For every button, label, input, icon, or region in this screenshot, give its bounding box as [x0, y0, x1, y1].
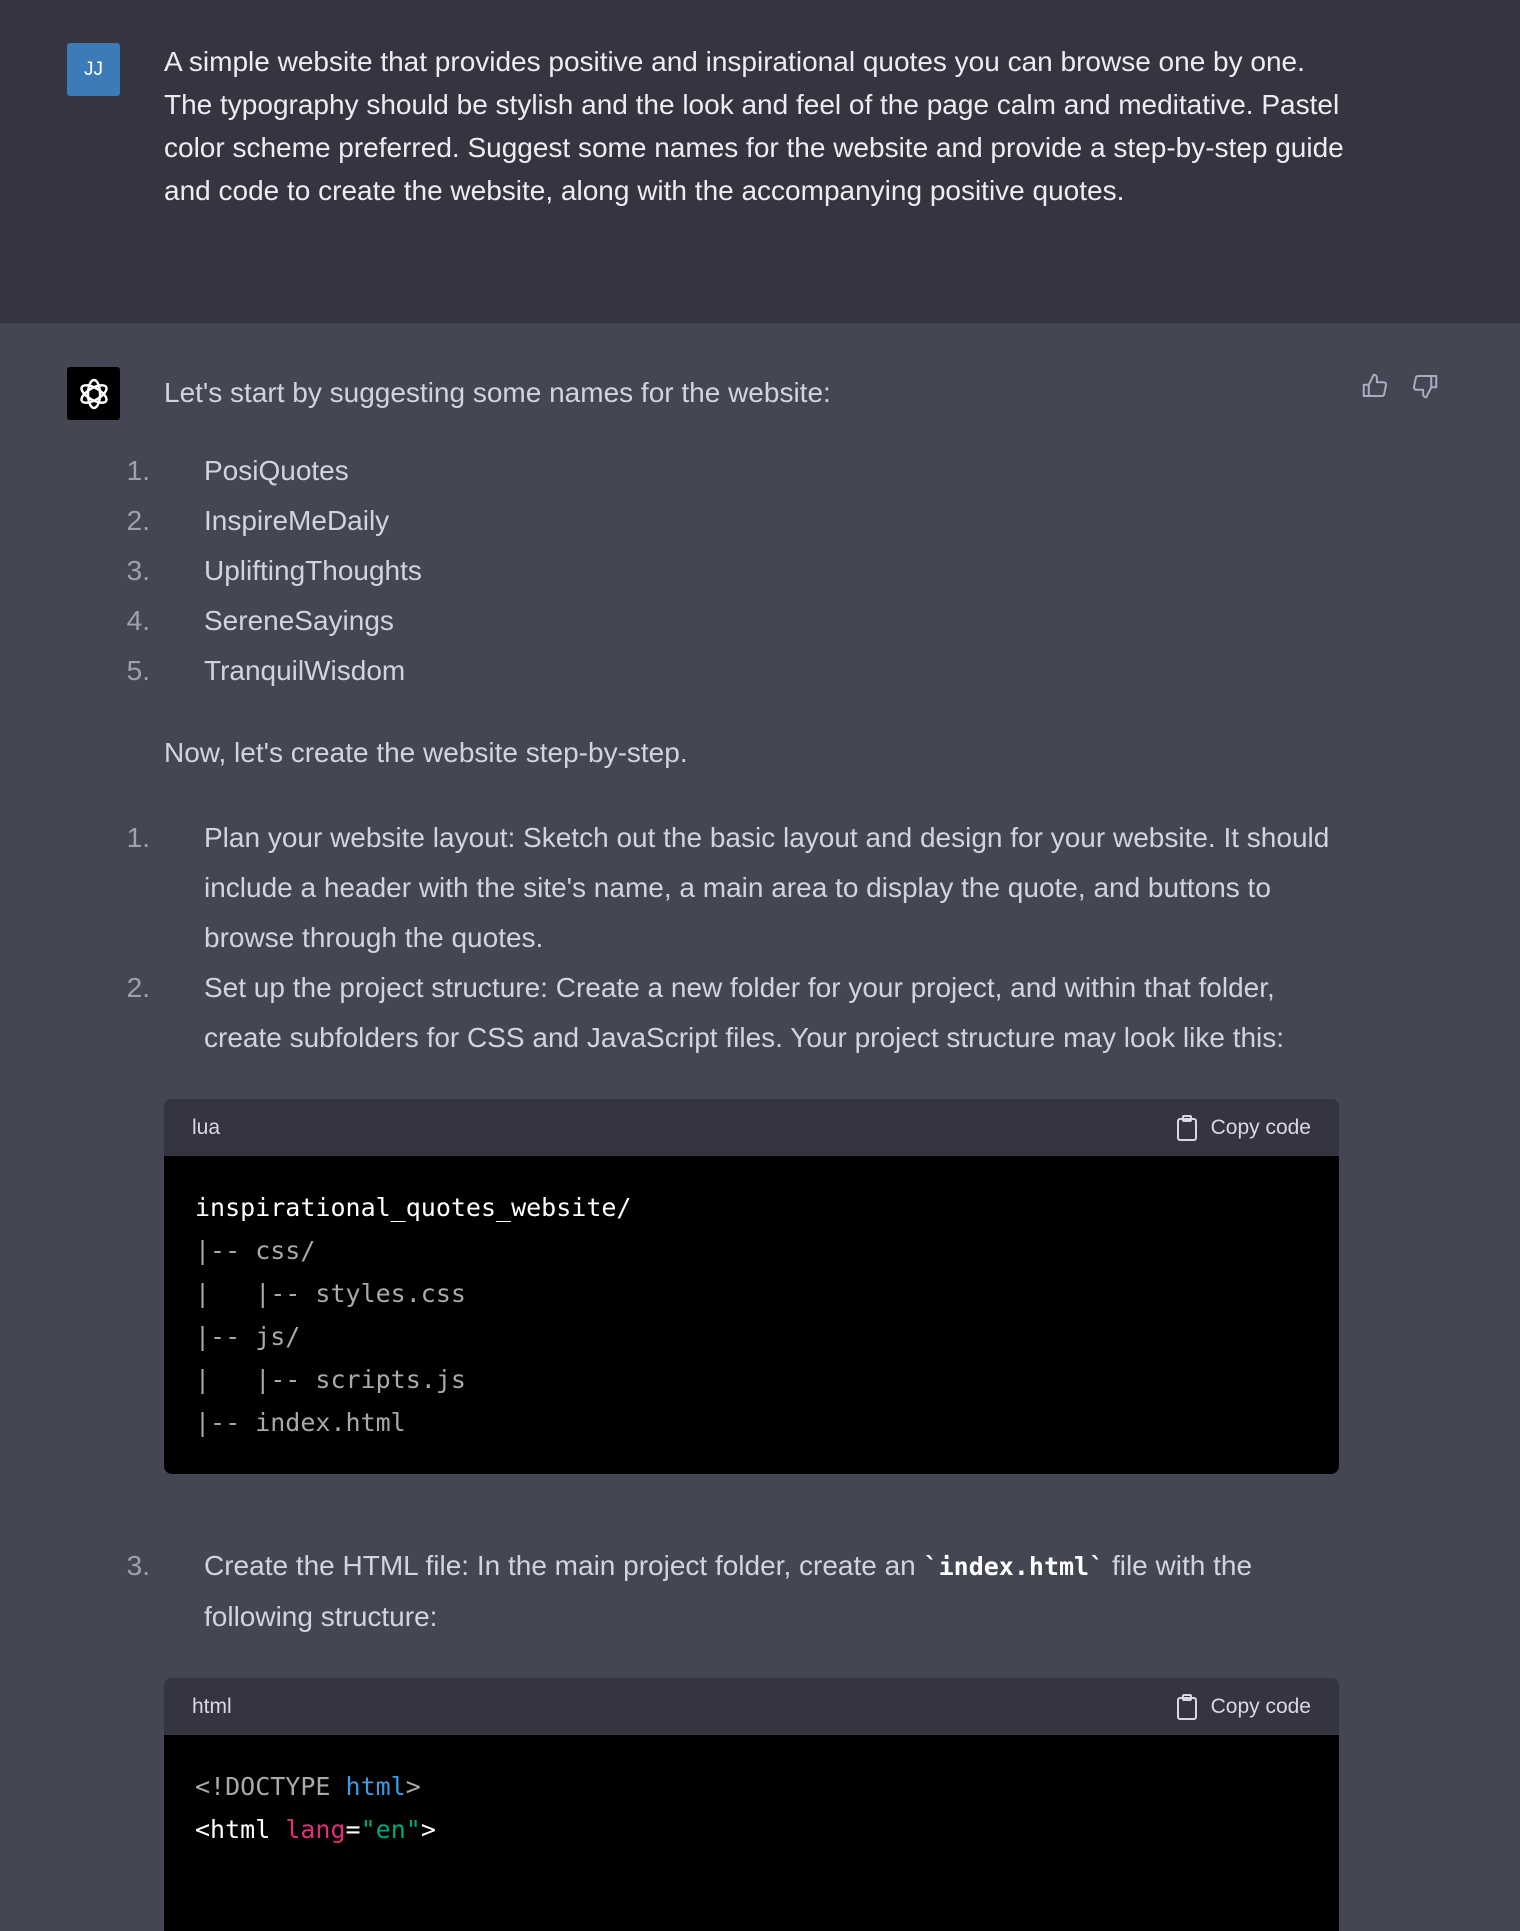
copy-code-button[interactable]: Copy code: [1175, 1114, 1311, 1142]
user-message-text: A simple website that provides positive and inspirational quotes you can browse one by one. The typography should be stylish and the look and feel of the page calm and meditative. Pastel color scheme preferred. Suggest some names for the website and provide a step-by-step guide and code to create the website, along with the accompanying positive quotes.: [164, 46, 1344, 206]
intro-text: Let's start by suggesting some names for the website:: [164, 377, 831, 408]
code-block-header: [164, 1099, 1339, 1156]
clipboard-icon: [1175, 1114, 1199, 1142]
transition-text: Now, let's create the website step-by-step.: [164, 737, 688, 768]
code-content: [164, 1735, 1339, 1931]
code-language-label: html: [192, 1694, 232, 1718]
code-block: [164, 1099, 1339, 1474]
list-item: 5. TranquilWisdom: [126, 655, 406, 686]
copy-code-button[interactable]: Copy code: [1175, 1693, 1311, 1721]
assistant-logo-icon: [67, 367, 120, 420]
user-avatar: JJ: [67, 43, 120, 96]
list-item: 2. Set up the project structure: Create a new folder for your project, and within that folder, create subfolders for CSS and JavaScript files. Your project structure may look like this:: [126, 972, 1285, 1053]
list-item: 1. PosiQuotes: [126, 455, 349, 486]
steps-list: [126, 813, 1339, 1063]
inline-code: `index.html`: [923, 1552, 1105, 1581]
list-item: 4. SereneSayings: [126, 605, 394, 636]
list-item: 1. Plan your website layout: Sketch out the basic layout and design for your website. It should include a header with the site's name, a main area to display the quote, and buttons to browse through the quotes.: [126, 822, 1330, 953]
code-language-label: lua: [192, 1115, 221, 1139]
code-block: [164, 1678, 1339, 1931]
code-block-header: [164, 1678, 1339, 1735]
thumbs-up-icon[interactable]: [1360, 370, 1392, 402]
code-content: inspirational_quotes_website/ |-- css/ | |-- styles.css |-- js/ | |-- scripts.js |-- index.html: [195, 1193, 632, 1437]
assistant-message-content: [126, 370, 1339, 1931]
clipboard-icon: [1175, 1693, 1199, 1721]
code-line: <html lang="en">: [195, 1815, 436, 1844]
list-item: 3. UpliftingThoughts: [126, 555, 422, 586]
list-item: 3. Create the HTML file: In the main project folder, create an `index.html` file with the following structure:: [126, 1550, 1253, 1632]
list-item: 2. InspireMeDaily: [126, 505, 390, 536]
code-line: <!DOCTYPE html>: [195, 1772, 421, 1801]
user-message-block: [0, 0, 1520, 323]
steps-list-continued: [126, 1541, 1339, 1642]
thumbs-down-icon[interactable]: [1410, 370, 1442, 402]
names-list: [126, 446, 1339, 696]
